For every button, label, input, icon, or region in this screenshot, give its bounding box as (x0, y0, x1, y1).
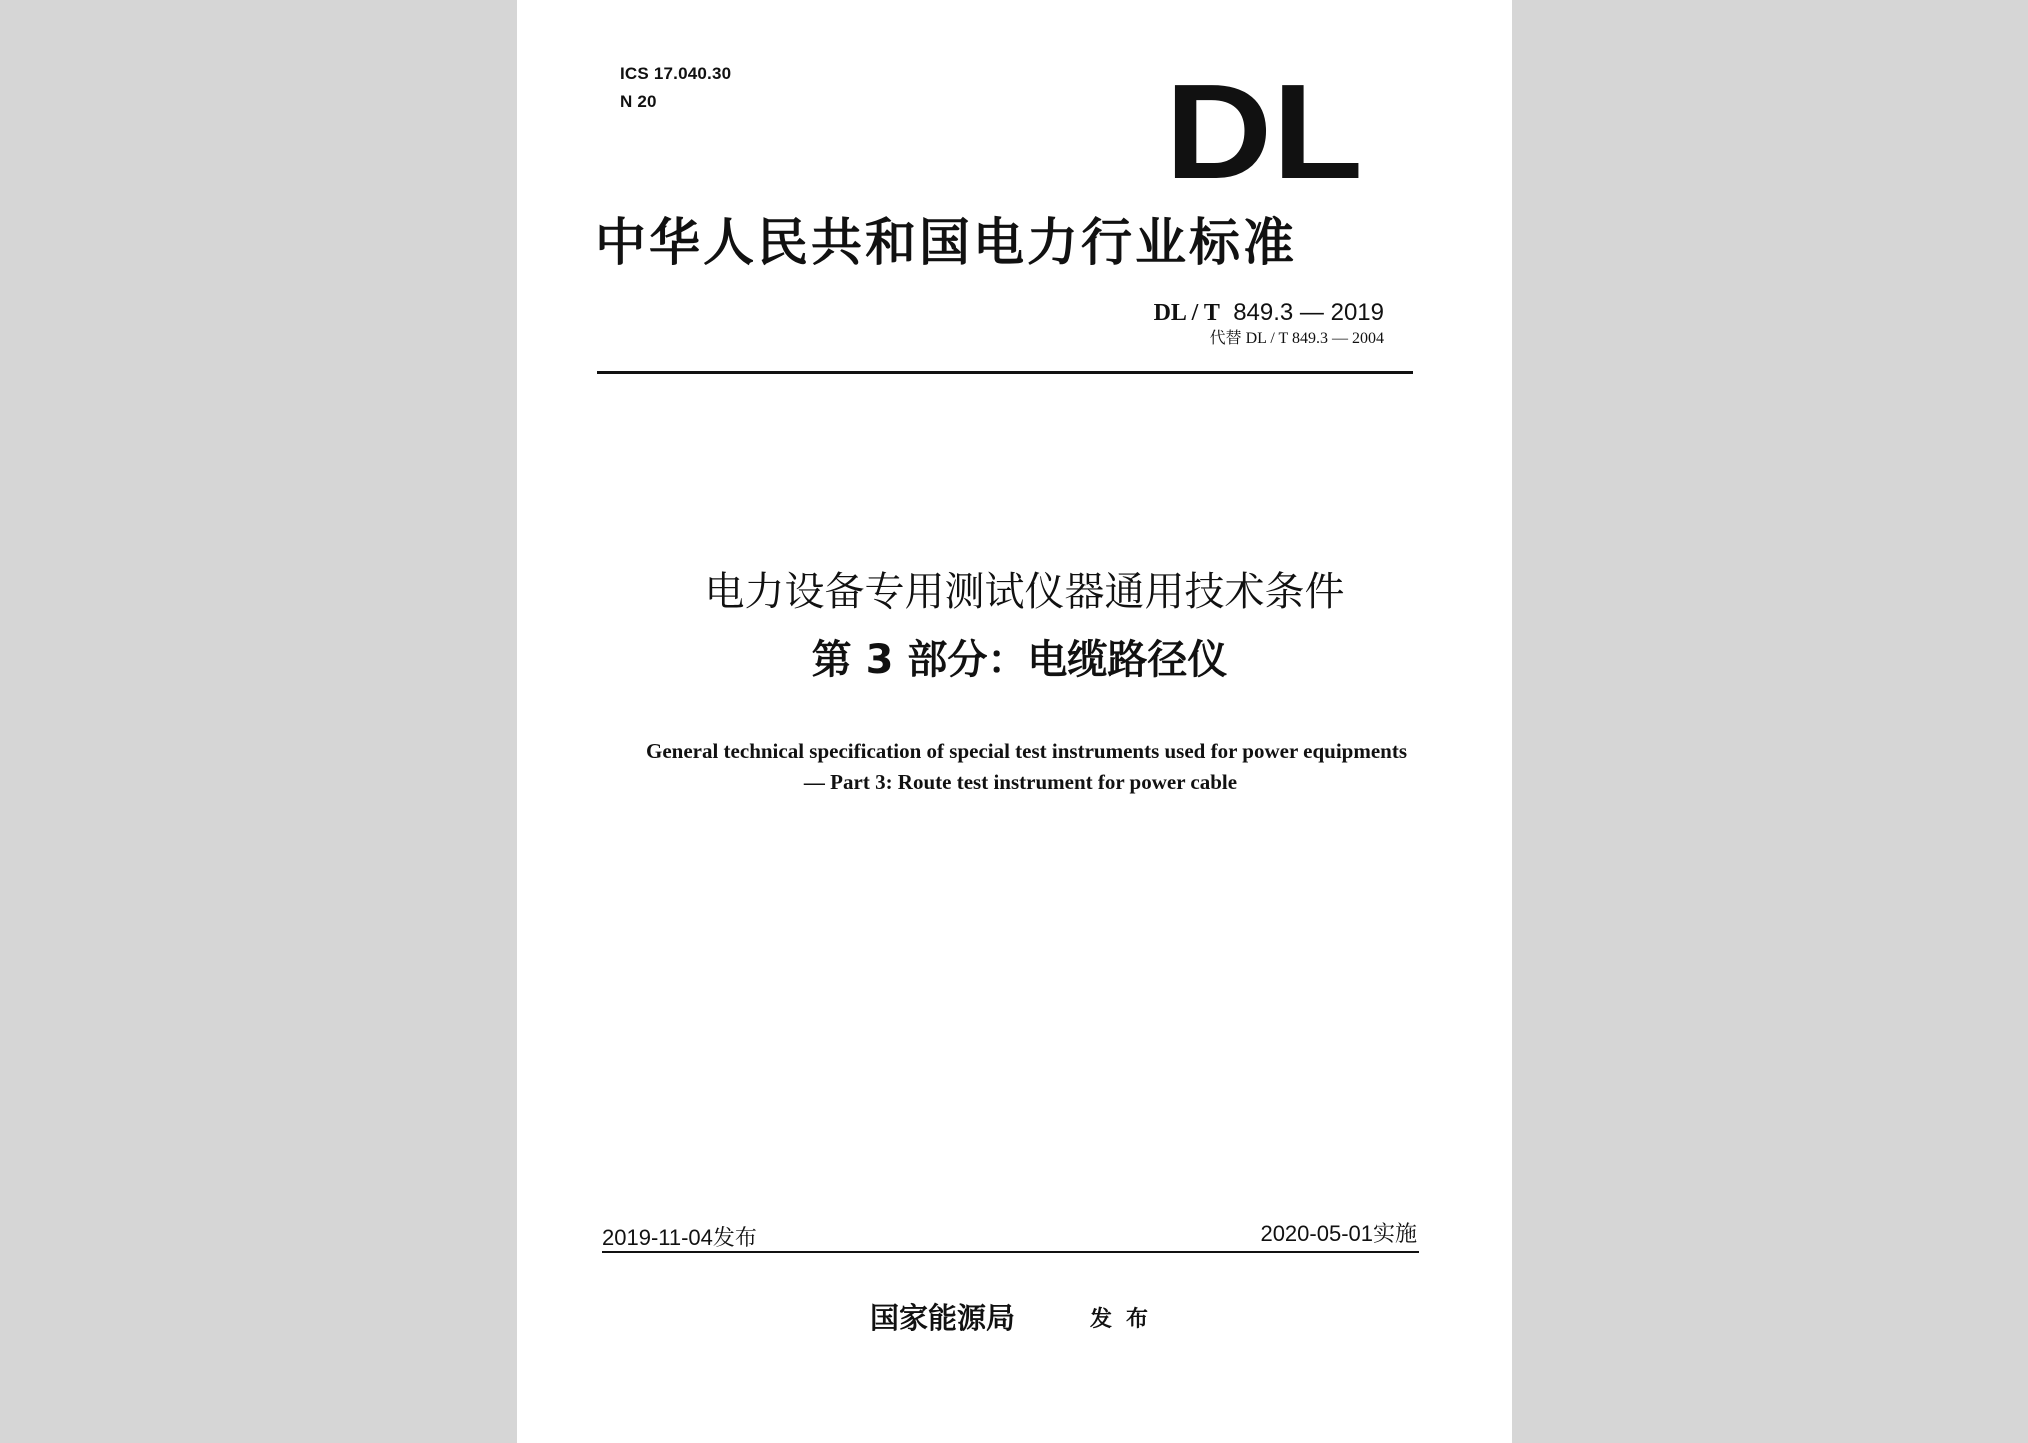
english-title-line-1: General technical specification of special test instruments used for power equipments (646, 739, 1407, 763)
english-title-line-2: — Part 3: Route test instrument for power cable (803, 770, 1238, 794)
issue-date: 2019-11-04发布 (602, 1225, 757, 1250)
document-page (517, 0, 1512, 1443)
chinese-title-line-1: 电力设备专用测试仪器通用技术条件 (704, 569, 1345, 615)
dl-logo-text: DL (1165, 72, 1363, 192)
chinese-title-line-2: 第 3 部分：电缆路径仪 (811, 637, 1228, 683)
footer-divider (602, 1251, 1419, 1253)
standard-code-block (1154, 298, 1384, 350)
replaces-code: 代替 DL / T 849.3 — 2004 (1209, 330, 1384, 347)
ccs-code: N 20 (620, 92, 657, 111)
standard-code (1154, 298, 1384, 328)
implementation-date: 2020-05-01实施 (1260, 1221, 1417, 1246)
dl-logo (1165, 72, 1363, 192)
chinese-title (517, 558, 1512, 694)
english-title (517, 736, 1512, 798)
publish-label: 发布 (1090, 1306, 1163, 1332)
standard-category-title: 中华人民共和国电力行业标准 (595, 213, 1298, 273)
publisher-name: 国家能源局 (870, 1301, 1016, 1335)
standard-code-prefix: DL / T (1153, 300, 1220, 326)
ics-code: ICS 17.040.30 (620, 64, 732, 83)
classification-codes (620, 60, 731, 116)
standard-code-number: 849.3 — 2019 (1233, 299, 1384, 326)
header-divider (597, 371, 1413, 374)
